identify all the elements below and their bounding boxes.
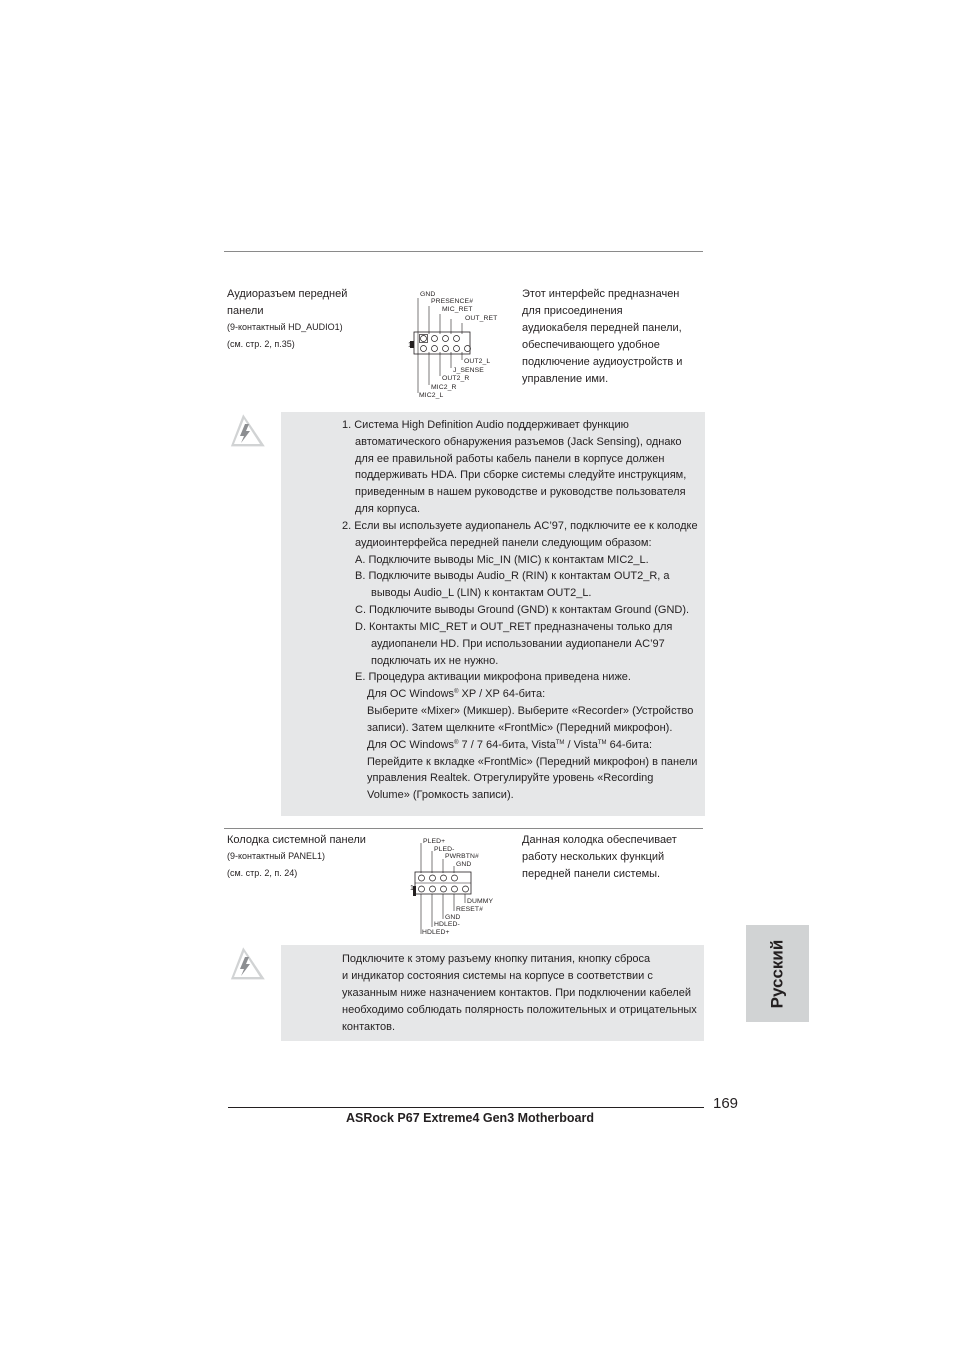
note-line: Выберите «Mixer» (Микшер). Выберите «Recorder» (Устройство: [367, 705, 694, 717]
os-vista: / Vista: [564, 739, 598, 751]
pin-mic2-l: MIC2_L: [419, 392, 444, 399]
note-line: 2. Если вы используете аудиопанель AC’97, подключите ее к колодке: [342, 520, 698, 532]
language-tab-label: Русский: [767, 939, 787, 1008]
note-line: и индикатор состояния системы на корпусе в соответствии с: [342, 970, 653, 982]
top-rule: [224, 251, 703, 252]
audio-desc-line: Этот интерфейс предназначен: [522, 288, 680, 300]
note-line: Volume» (Громкость записи).: [367, 789, 514, 801]
note-line: управления Realtek. Отрегулируйте уровень «Recording: [367, 772, 654, 784]
audio-title-line1: Аудиоразъем передней: [227, 288, 348, 300]
os-win7-mid: 7 / 7 64-бита, Vista: [458, 739, 556, 751]
note-line: E. Процедура активации микрофона приведена ниже.: [355, 671, 631, 683]
os-win7-line: [367, 737, 652, 754]
note-line: A. Подключите выводы Mic_IN (MIC) к контактам MIC2_L.: [355, 554, 649, 566]
pin-out2-l: OUT2_L: [464, 358, 491, 365]
audio-desc-line: для присоединения: [522, 305, 623, 317]
panel-desc-line: Данная колодка обеспечивает: [522, 834, 677, 846]
os-win7-suffix: 64-бита:: [606, 739, 653, 751]
pin-pled-minus: PLED-: [434, 846, 455, 853]
pin-pled-plus: PLED+: [423, 838, 446, 845]
tm-mark: TM: [597, 740, 607, 746]
note-line: аудиопанели HD. При использовании аудиопанели AC’97: [371, 638, 665, 650]
note-line: приведенным в нашем руководстве и руководстве пользователя: [355, 486, 686, 498]
note-line: Перейдите к вкладке «FrontMic» (Передний микрофон) в панели: [367, 756, 698, 768]
warning-icon: [226, 943, 268, 983]
page-number: 169: [713, 1095, 739, 1112]
audio-header-spec: (9-контактный HD_AUDIO1): [227, 322, 343, 332]
audio-header-ref: (см. стр. 2, п.35): [227, 339, 295, 349]
audio-desc-line: обеспечивающего удобное: [522, 339, 660, 351]
pin-pwrbtn: PWRBTN#: [445, 853, 479, 860]
reg-mark: ®: [454, 689, 459, 695]
pin-1-marker: 1: [408, 342, 412, 349]
reg-mark: ®: [454, 740, 459, 746]
pin-dummy: DUMMY: [467, 898, 494, 905]
os-xp-line: [367, 686, 545, 703]
note-line: записи). Затем щелкните «FrontMic» (Передний микрофон).: [367, 722, 673, 734]
tm-mark: TM: [555, 740, 565, 746]
warning-icon: [226, 410, 268, 450]
audio-desc-line: аудиокабеля передней панели,: [522, 322, 682, 334]
panel-header-spec: (9-контактный PANEL1): [227, 851, 326, 861]
note-line: аудиоинтерфейса передней панели следующим образом:: [355, 537, 652, 549]
pin-gnd-top: GND: [456, 861, 472, 868]
pin-j-sense: J_SENSE: [453, 367, 484, 374]
audio-header-description: [522, 286, 682, 388]
pin-hdled-minus: HDLED-: [434, 921, 460, 928]
panel-pin-diagram: [408, 835, 498, 940]
panel-desc-line: работу нескольких функций: [522, 851, 665, 863]
pin-presence: PRESENCE#: [431, 298, 474, 305]
language-tab: [746, 925, 809, 1022]
section-rule: [224, 828, 703, 829]
note-line: выводы Audio_L (LIN) к контактам OUT2_L.: [371, 587, 592, 599]
panel-desc-line: передней панели системы.: [522, 868, 661, 880]
note-line: Подключите к этому разъему кнопку питания, кнопку сброса: [342, 953, 651, 965]
note-line: B. Подключите выводы Audio_R (RIN) к контактам OUT2_R, а: [355, 570, 670, 582]
audio-title-line2: панели: [227, 305, 264, 317]
os-xp-prefix: Для ОС Windows: [367, 688, 455, 700]
audio-desc-line: управление ими.: [522, 373, 609, 385]
note-line: необходимо соблюдать полярность положительных и отрицательных: [342, 1004, 697, 1016]
audio-header-title: [227, 286, 347, 320]
footer-rule: [228, 1107, 704, 1108]
pin-gnd: GND: [420, 291, 436, 298]
hd-audio-pin-diagram: [408, 290, 508, 405]
note-line: контактов.: [342, 1021, 396, 1033]
panel-header-description: [522, 832, 677, 883]
pin-hdled-plus: HDLED+: [422, 929, 450, 936]
audio-desc-line: подключение аудиоустройств и: [522, 356, 683, 368]
pin-mic2-r: MIC2_R: [431, 384, 457, 391]
note-line: поддерживать HDA. При сборке системы следуйте инструкциям,: [355, 469, 687, 481]
note-line: D. Контакты MIC_RET и OUT_RET предназначены только для: [355, 621, 673, 633]
pin-gnd-bottom: GND: [445, 914, 461, 921]
note-line: C. Подключите выводы Ground (GND) к контактам Ground (GND).: [355, 604, 690, 616]
pin-mic-ret: MIC_RET: [442, 306, 473, 313]
pin-out2-r: OUT2_R: [442, 375, 470, 382]
os-xp-suffix: XP / XP 64-бита:: [458, 688, 546, 700]
note-line: автоматического обнаружения разъемов (Jack Sensing), однако: [355, 436, 682, 448]
os-win7-prefix: Для ОС Windows: [367, 739, 455, 751]
pin-out-ret: OUT_RET: [465, 315, 498, 322]
note-line: указанным ниже назначением контактов. При подключении кабелей: [342, 987, 691, 999]
pin-1-marker: 1: [410, 885, 414, 892]
note-line: 1. Система High Definition Audio поддерживает функцию: [342, 419, 629, 431]
note-line: подключать их не нужно.: [371, 655, 499, 667]
panel-header-ref: (см. стр. 2, п. 24): [227, 868, 298, 878]
panel-header-title: Колодка системной панели: [227, 834, 366, 846]
pin-reset: RESET#: [456, 906, 484, 913]
note-line: для корпуса.: [355, 503, 421, 515]
footer-title: ASRock P67 Extreme4 Gen3 Motherboard: [346, 1111, 594, 1125]
note-line: для ее правильной работы кабель панели в корпусе должен: [355, 453, 665, 465]
